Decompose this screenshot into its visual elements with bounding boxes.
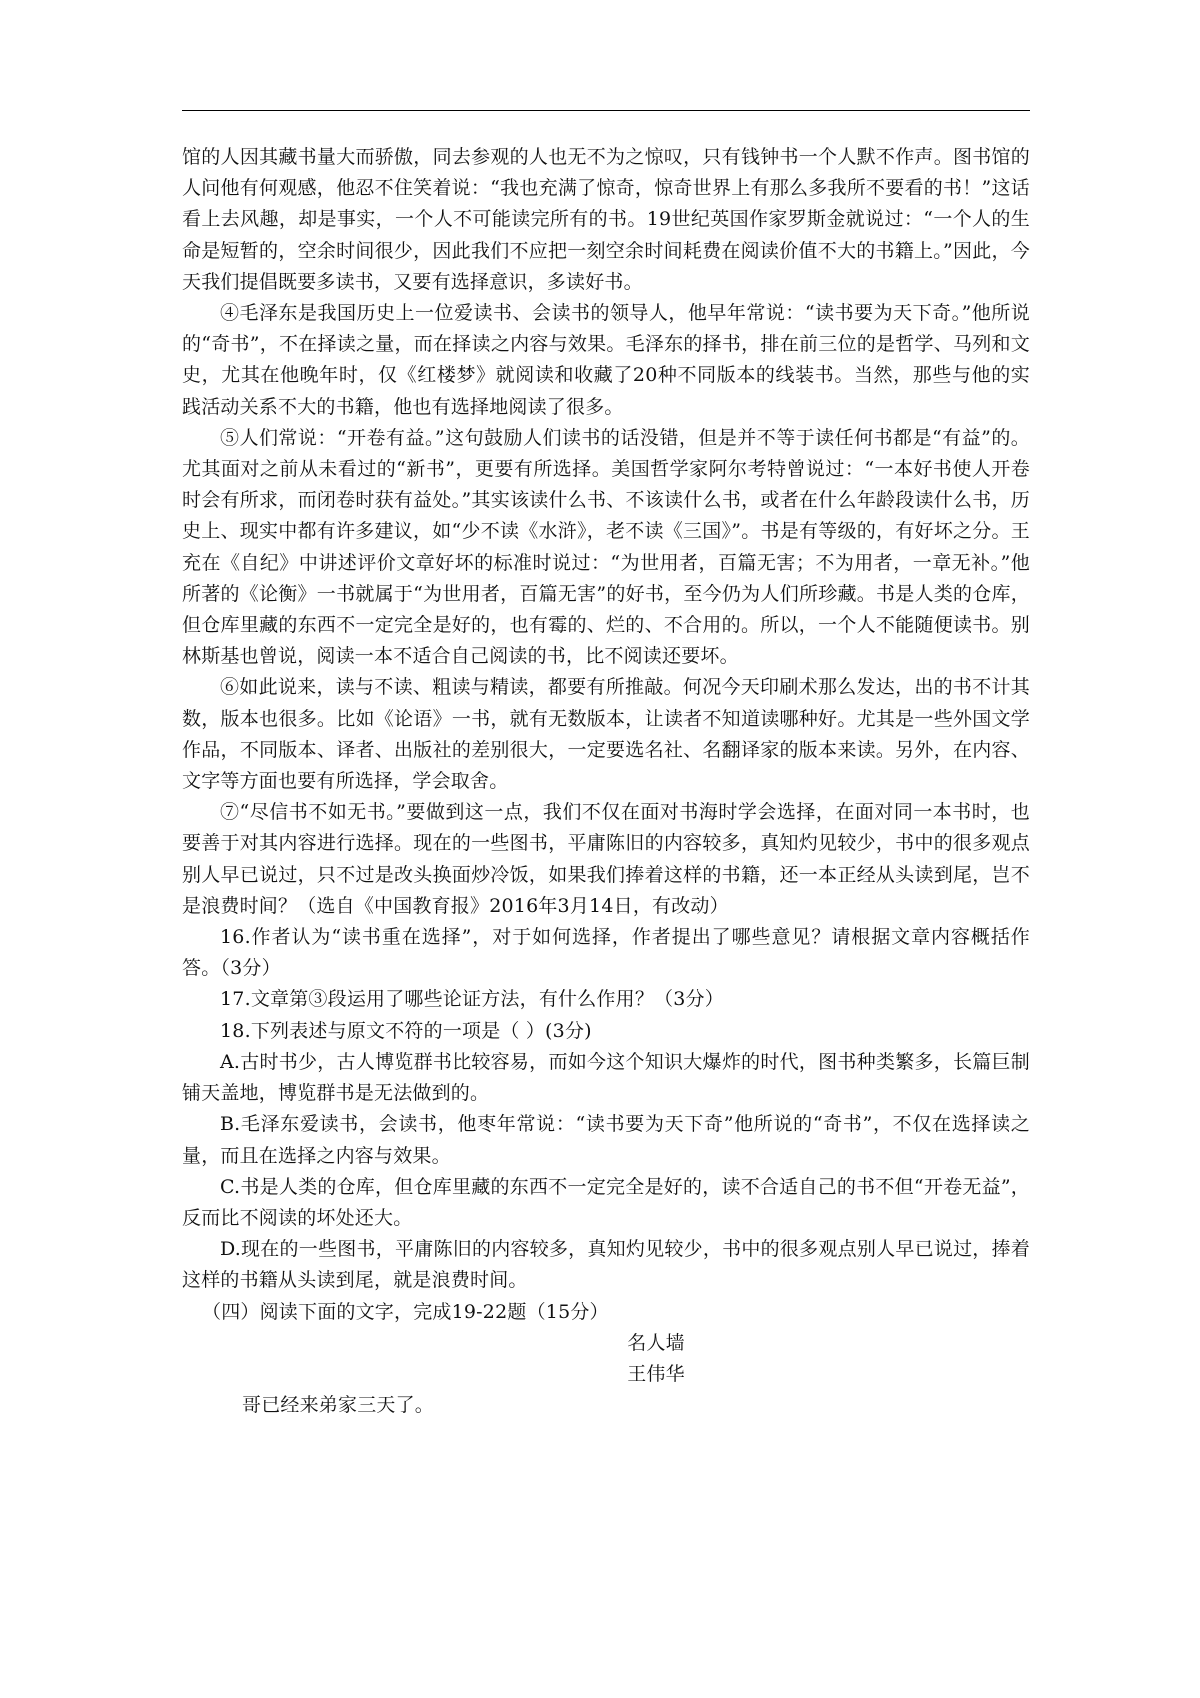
question-18-option-a: A.古时书少，古人博览群书比较容易，而如今这个知识大爆炸的时代，图书种类繁多，长篇巨制铺天盖地，博览群书是无法做到的。: [182, 1050, 1030, 1105]
question-17: 17.文章第③段运用了哪些论证方法，有什么作用？（3分）: [220, 988, 724, 1011]
paragraph-7: ⑦“尽信书不如无书。”要做到这一点，我们不仅在面对书海时学会选择，在面对同一本书时，也要善于对其内容进行选择。现在的一些图书，平庸陈旧的内容较多，真知灼见较少，书中的很多观点别人早已说过，只不过是改头换面炒冷饭，如果我们捧着这样的书籍，还一本正经从头读到尾，岂不是浪费时间？（选自《中国教育报》2016年3月14日，有改动）: [182, 801, 1030, 917]
document-body: [182, 142, 1030, 1421]
header-rule: [182, 110, 1030, 111]
question-18-option-c: C.书是人类的仓库，但仓库里藏的东西不一定完全是好的，读不合适自己的书不但“开卷无益”，反而比不阅读的坏处还大。: [182, 1175, 1030, 1229]
story-author: 王伟华: [627, 1362, 685, 1385]
question-16: 16.作者认为“读书重在选择”，对于如何选择，作者提出了哪些意见？请根据文章内容概括作答。（3分）: [182, 926, 1030, 980]
question-18-option-b: B.毛泽东爱读书，会读书，他枣年常说：“读书要为天下奇”他所说的“奇书”，不仅在选择读之量，而且在选择之内容与效果。: [182, 1113, 1030, 1167]
story-first-line: 哥已经来弟家三天了。: [242, 1394, 435, 1417]
story-title: 名人墙: [627, 1331, 685, 1354]
paragraph-6: ⑥如此说来，读与不读、粗读与精读，都要有所推敲。何况今天印刷术那么发达，出的书不计其数，版本也很多。比如《论语》一书，就有无数版本，让读者不知道读哪种好。尤其是一些外国文学作品，不同版本、译者、出版社的差别很大，一定要选名社、名翻译家的版本来读。另外，在内容、文字等方面也要有所选择，学会取舍。: [182, 676, 1030, 793]
paragraph-continuation: 馆的人因其藏书量大而骄傲，同去参观的人也无不为之惊叹，只有钱钟书一个人默不作声。图书馆的人问他有何观感，他忍不住笑着说：“我也充满了惊奇，惊奇世界上有那么多我所不要看的书！”这话看上去风趣，却是事实，一个人不可能读完所有的书。19世纪英国作家罗斯金就说过：“一个人的生命是短暂的，空余时间很少，因此我们不应把一刻空余时间耗费在阅读价值不大的书籍上。”因此，今天我们提倡既要多读书，又要有选择意识，多读好书。: [182, 146, 1030, 293]
paragraph-5: ⑤人们常说：“开卷有益。”这句鼓励人们读书的话没错，但是并不等于读任何书都是“有益”的。尤其面对之前从未看过的“新书”，更要有所选择。美国哲学家阿尔考特曾说过：“一本好书使人开卷时会有所求，而闭卷时获有益处。”其实该读什么书、不该读什么书，或者在什么年龄段读什么书，历史上、现实中都有许多建议，如“少不读《水浒》，老不读《三国》”。书是有等级的，有好坏之分。王充在《自纪》中讲述评价文章好坏的标准时说过：“为世用者，百篇无害；不为用者，一章无补。”他所著的《论衡》一书就属于“为世用者，百篇无害”的好书，至今仍为人们所珍藏。书是人类的仓库，但仓库里藏的东西不一定完全是好的，也有霉的、烂的、不合用的。所以，一个人不能随便读书。别林斯基也曾说，阅读一本不适合自己阅读的书，比不阅读还要坏。: [182, 426, 1030, 668]
question-18: 18.下列表述与原文不符的一项是（ ）(3分): [220, 1019, 592, 1042]
question-18-option-d: D.现在的一些图书，平庸陈旧的内容较多，真知灼见较少，书中的很多观点别人早已说过，捧着这样的书籍从头读到尾，就是浪费时间。: [182, 1238, 1030, 1292]
section-4-heading: （四）阅读下面的文字，完成19-22题（15分）: [202, 1300, 609, 1323]
paragraph-4: ④毛泽东是我国历史上一位爱读书、会读书的领导人，他早年常说：“读书要为天下奇。”他所说的“奇书”，不在择读之量，而在择读之内容与效果。毛泽东的择书，排在前三位的是哲学、马列和文史，尤其在他晚年时，仅《红楼梦》就阅读和收藏了20种不同版本的线装书。当然，那些与他的实践活动关系不大的书籍，他也有选择地阅读了很多。: [182, 302, 1030, 418]
